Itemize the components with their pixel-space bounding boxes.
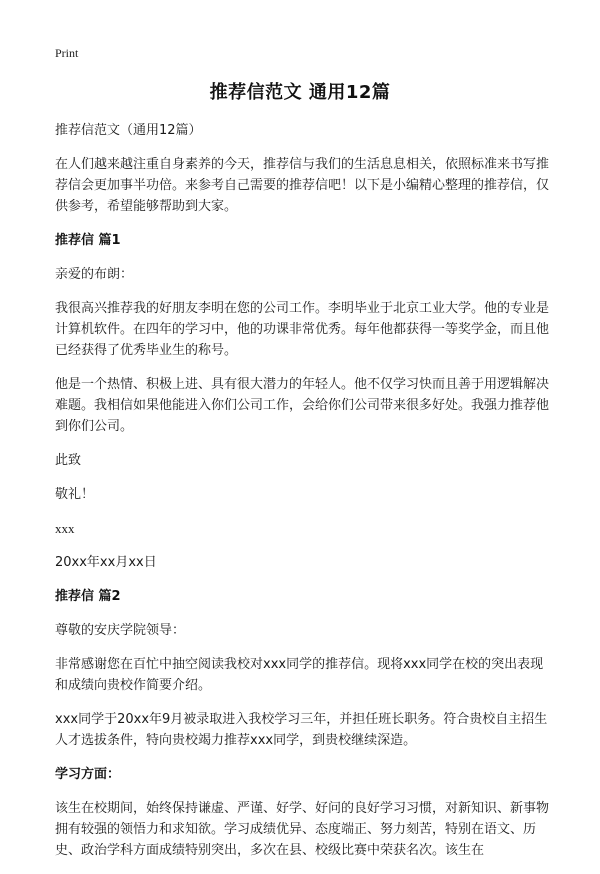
letter2-paragraph-1: 非常感谢您在百忙中抽空阅读我校对xxx同学的推荐信。现将xxx同学在校的突出表现和成绩向贵校作简要介绍。 xyxy=(55,657,544,693)
section-heading-2: 推荐信 篇2 xyxy=(55,589,121,604)
letter2-paragraph-3: 该生在校期间，始终保持谦虚、严谨、好学、好问的良好学习习惯，对新知识、新事物拥有较强的领悟力和求知欲。学习成绩优异、态度端正、努力刻苦，特别在语文、历史、政治学科方面成绩特别突出，多次在县、校级比赛中荣获名次。该生在 xyxy=(55,801,550,858)
letter1-closing-1: 此致 xyxy=(55,453,82,468)
letter1-paragraph-2: 他是一个热情、积极上进、具有很大潜力的年轻人。他不仅学习快而且善于用逻辑解决难题。我相信如果他能进入你们公司工作，会给你们公司带来很多好处。我强力推荐他到你们公司。 xyxy=(55,377,550,434)
letter2-greeting: 尊敬的安庆学院领导： xyxy=(55,623,186,638)
page-title: 推荐信范文 通用12篇 xyxy=(209,82,391,103)
letter1-closing-2: 敬礼！ xyxy=(55,487,95,502)
print-link[interactable]: Print xyxy=(55,46,79,60)
letter2-paragraph-2: xxx同学于20xx年9月被录取进入我校学习三年，并担任班长职务。符合贵校自主招生人才选拔条件，特向贵校竭力推荐xxx同学，到贵校继续深造。 xyxy=(55,712,548,748)
intro-paragraph: 在人们越来越注重自身素养的今天，推荐信与我们的生活息息相关，依照标准来书写推荐信会更加事半功倍。来参考自己需要的推荐信吧！以下是小编精心整理的推荐信，仅供参考，希望能够帮助到大家。 xyxy=(55,157,550,214)
document-subtitle: 推荐信范文（通用12篇） xyxy=(55,123,202,138)
letter1-greeting: 亲爱的布朗： xyxy=(55,267,134,282)
document-body xyxy=(55,120,551,874)
letter2-subheading-study: 学习方面： xyxy=(55,767,121,782)
letter1-date: 20xx年xx月xx日 xyxy=(55,555,157,570)
section-heading-1: 推荐信 篇1 xyxy=(55,233,121,248)
letter1-signature: xxx xyxy=(55,521,75,536)
letter1-paragraph-1: 我很高兴推荐我的好朋友李明在您的公司工作。李明毕业于北京工业大学。他的专业是计算机软件。在四年的学习中，他的功课非常优秀。每年他都获得一等奖学金，而且他已经获得了优秀毕业生的称号。 xyxy=(55,301,550,358)
